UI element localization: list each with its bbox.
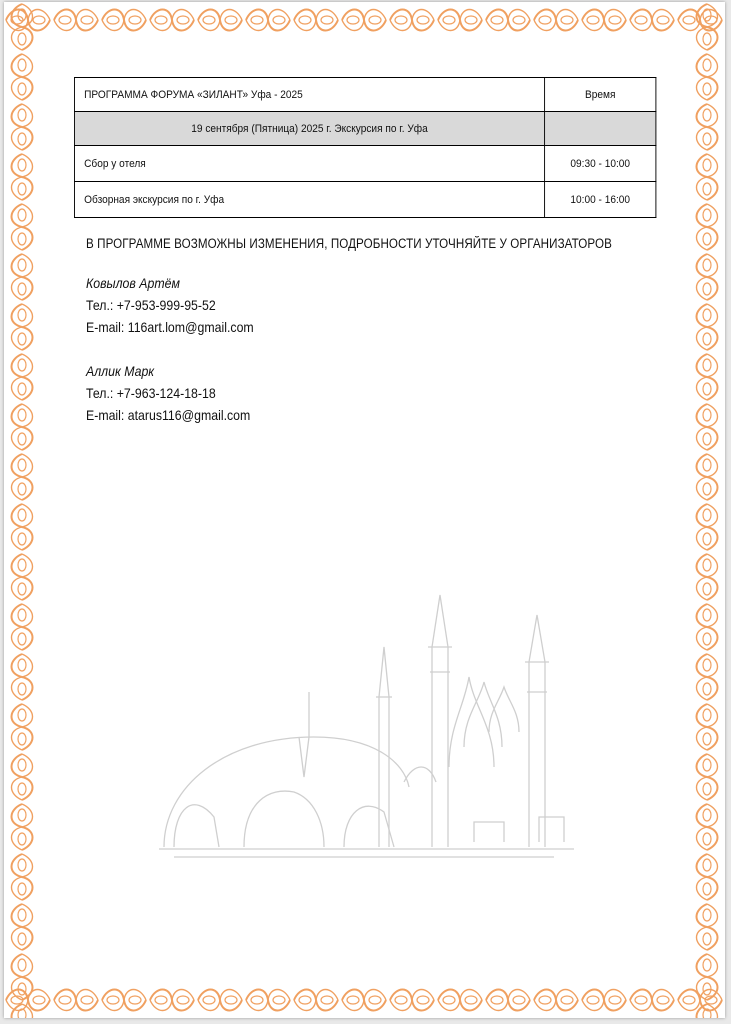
document-page — [4, 2, 725, 1018]
table-header-row — [74, 78, 655, 112]
day-time-cell — [545, 112, 656, 146]
event-name: Обзорная экскурсия по г. Уфа — [74, 182, 544, 218]
table-row — [74, 146, 655, 182]
ornament-border-top — [4, 2, 725, 38]
contact-phone: Тел.: +7-953-999-95-52 — [86, 297, 216, 313]
event-time: 10:00 - 16:00 — [545, 182, 656, 218]
contact-email: E-mail: atarus116@gmail.com — [86, 407, 251, 423]
day-row — [74, 112, 655, 146]
time-column-header: Время — [545, 78, 656, 112]
contact-block — [86, 272, 254, 338]
contact-phone: Тел.: +7-963-124-18-18 — [86, 385, 216, 401]
contact-name: Ковылов Артём — [86, 275, 180, 291]
mosque-sketch — [144, 587, 584, 887]
ornament-border-right — [689, 2, 725, 1018]
contact-email: E-mail: 116art.lom@gmail.com — [86, 319, 254, 335]
contact-block — [86, 360, 250, 426]
contact-name: Аллик Марк — [86, 363, 155, 379]
ornament-border-bottom — [4, 982, 725, 1018]
day-label: 19 сентября (Пятница) 2025 г. Экскурсия по г. Уфа — [74, 112, 544, 146]
event-name: Сбор у отеля — [74, 146, 544, 182]
program-table — [74, 77, 656, 218]
table-row — [74, 182, 655, 218]
changes-notice: В ПРОГРАММЕ ВОЗМОЖНЫ ИЗМЕНЕНИЯ, ПОДРОБНОСТИ УТОЧНЯЙТЕ У ОРГАНИЗАТОРОВ — [86, 236, 612, 251]
event-time: 09:30 - 10:00 — [545, 146, 656, 182]
ornament-border-left — [4, 2, 40, 1018]
program-title: ПРОГРАММА ФОРУМА «ЗИЛАНТ» Уфа - 2025 — [74, 78, 544, 112]
